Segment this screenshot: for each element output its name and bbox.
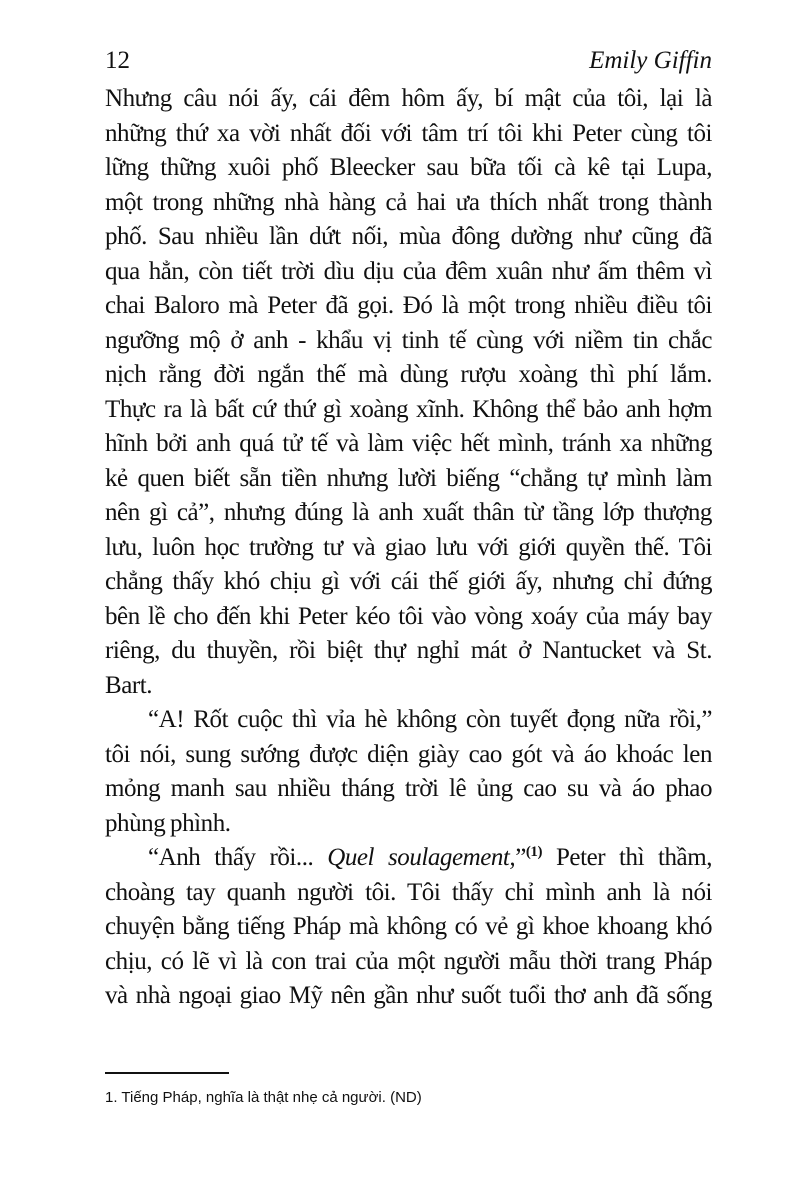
text-run: “Anh thấy rồi...: [148, 844, 314, 871]
text-line: ngưỡng mộ ở anh - khẩu vị tinh tế cùng với niềm tin chắc: [105, 326, 712, 354]
text-line: Thực ra là bất cứ thứ gì xoàng xĩnh. Không thể bảo anh hợm: [105, 395, 712, 423]
text-run: Peter thì thầm,: [555, 844, 712, 871]
text-line: chẳng thấy khó chịu gì với cái thế giới ấy, nhưng chỉ đứng: [105, 568, 712, 595]
text-line: choàng tay quanh người tôi. Tôi thấy chỉ mình anh là nói: [105, 878, 712, 906]
foreign-phrase: Quel soulagement,: [327, 844, 516, 871]
text-line: lưu, luôn học trường tư và giao lưu với giới quyền thế. Tôi: [105, 533, 712, 561]
text-line: qua hẳn, còn tiết trời dìu dịu của đêm xuân như ấm thêm vì: [105, 257, 712, 285]
text-line: hĩnh bởi anh quá tử tế và làm việc hết mình, tránh xa những: [105, 430, 712, 457]
text-line: nịch rằng đời ngắn thế mà dùng rượu xoàng thì phí lắm.: [105, 361, 712, 388]
footnote: 1. Tiếng Pháp, nghĩa là thật nhẹ cả người. (ND): [105, 1088, 422, 1106]
text-line: “A! Rốt cuộc thì vỉa hè không còn tuyết đọng nữa rồi,”: [148, 706, 712, 733]
page-number: 12: [105, 47, 130, 74]
text-line: Nhưng câu nói ấy, cái đêm hôm ấy, bí mật của tôi, lại là: [105, 85, 712, 112]
close-quote: ”: [515, 844, 526, 871]
text-line: nên gì cả”, nhưng đúng là anh xuất thân từ tầng lớp thượng: [105, 499, 712, 526]
running-header-author: Emily Giffin: [589, 47, 712, 74]
text-line: phùng phình.: [105, 809, 231, 837]
text-line: lững thững xuôi phố Bleecker sau bữa tối cà kê tại Lupa,: [105, 154, 712, 181]
footnote-reference: (1): [525, 844, 543, 860]
text-line: chịu, có lẽ vì là con trai của một người mẫu thời trang Pháp: [105, 947, 712, 975]
text-line: chai Baloro mà Peter đã gọi. Đó là một trong nhiều điều tôi: [105, 292, 712, 319]
footnote-divider: [105, 1072, 229, 1074]
text-line: riêng, du thuyền, rồi biệt thự nghỉ mát ở Nantucket và St.: [105, 637, 712, 664]
text-line: chuyện bằng tiếng Pháp mà không có vẻ gì khoe khoang khó: [105, 913, 712, 940]
text-line: mỏng manh sau nhiều tháng trời lê ủng cao su và áo phao: [105, 775, 712, 802]
text-line: Bart.: [105, 671, 153, 699]
body-text: [105, 82, 712, 1014]
text-line: bên lề cho đến khi Peter kéo tôi vào vòng xoáy của máy bay: [105, 602, 712, 630]
running-header: [105, 46, 712, 76]
text-line: [105, 841, 712, 876]
text-line: và nhà ngoại giao Mỹ nên gần như suốt tuổi thơ anh đã sống: [105, 982, 712, 1009]
text-line: một trong những nhà hàng cả hai ưa thích nhất trong thành: [105, 188, 712, 216]
text-line: những thứ xa vời nhất đối với tâm trí tôi khi Peter cùng tôi: [105, 119, 712, 147]
text-line: tôi nói, sung sướng được diện giày cao gót và áo khoác len: [105, 740, 712, 768]
text-line: kẻ quen biết sẵn tiền nhưng lười biếng “chẳng tự mình làm: [105, 464, 712, 492]
text-line: phố. Sau nhiều lần dứt nối, mùa đông dường như cũng đã: [105, 223, 712, 250]
